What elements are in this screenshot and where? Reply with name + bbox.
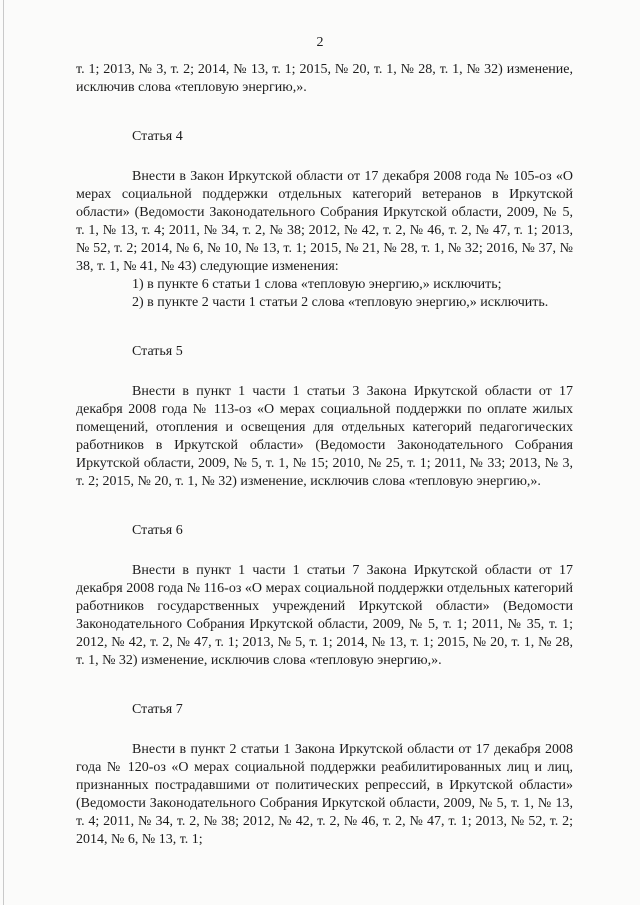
paragraph-continuation: т. 1; 2013, № 3, т. 2; 2014, № 13, т. 1; 2015, № 20, т. 1, № 28, т. 1, № 32) изменение, исключив слова «тепловую энергию,». <box>76 62 573 95</box>
article-paragraph: Внести в Закон Иркутской области от 17 декабря 2008 года № 105-оз «О мерах социальной поддержки отдельных категорий ветеранов в Иркутской области» (Ведомости Законодательного Собрания Иркутской области, 2009, № 5, т. 1, № 13, т. 4; 2011, № 34, т. 2, № 38; 2012, № 42, т. 2, № 46, т. 2, № 47, т. 1; 2013, № 52, т. 2; 2014, № 6, № 10, № 13, т. 1; 2015, № 21, № 28, т. 1, № 32; 2016, № 37, № 38, т. 1, № 41, № 43) следующие изменения: <box>76 169 573 274</box>
list-item: 2) в пункте 2 части 1 статьи 2 слова «тепловую энергию,» исключить. <box>132 295 549 310</box>
article-heading: Статья 5 <box>132 344 183 359</box>
article-heading: Статья 7 <box>132 702 183 717</box>
article-heading: Статья 4 <box>132 129 183 144</box>
article-paragraph: Внести в пункт 1 части 1 статьи 7 Закона Иркутской области от 17 декабря 2008 года № 116-оз «О мерах социальной поддержки отдельных категорий работников государственных учреждений Иркутской области» (Ведомости Законодательного Собрания Иркутской области, 2009, № 5, т. 1; 2011, № 35, т. 1; 2012, № 42, т. 2, № 47, т. 1; 2013, № 5, т. 1; 2014, № 13, т. 1; 2015, № 20, т. 1, № 28, т. 1, № 32) изменение, исключив слова «тепловую энергию,». <box>76 563 573 668</box>
document-body <box>76 61 573 849</box>
article-heading: Статья 6 <box>132 523 183 538</box>
page-number: 2 <box>316 35 324 50</box>
list-item: 1) в пункте 6 статьи 1 слова «тепловую энергию,» исключить; <box>132 277 502 292</box>
article-paragraph: Внести в пункт 2 статьи 1 Закона Иркутской области от 17 декабря 2008 года № 120-оз «О мерах социальной поддержки реабилитированных лиц и лиц, признанных пострадавшими от политических репрессий, в Иркутской области» (Ведомости Законодательного Собрания Иркутской области, 2009, № 5, т. 1, № 13, т. 4; 2011, № 34, т. 2, № 38; 2012, № 42, т. 2, № 46, т. 2, № 47, т. 1; 2013, № 52, т. 2; 2014, № 6, № 13, т. 1; <box>76 742 573 847</box>
scan-edge-line <box>3 0 4 905</box>
article-paragraph: Внести в пункт 1 части 1 статьи 3 Закона Иркутской области от 17 декабря 2008 года № 113-оз «О мерах социальной поддержки по оплате жилых помещений, отопления и освещения для отдельных категорий педагогических работников в Иркутской области» (Ведомости Законодательного Собрания Иркутской области, 2009, № 5, т. 1, № 15; 2010, № 25, т. 1; 2011, № 33; 2013, № 3, т. 2; 2015, № 20, т. 1, № 32) изменение, исключив слова «тепловую энергию,». <box>76 384 573 489</box>
